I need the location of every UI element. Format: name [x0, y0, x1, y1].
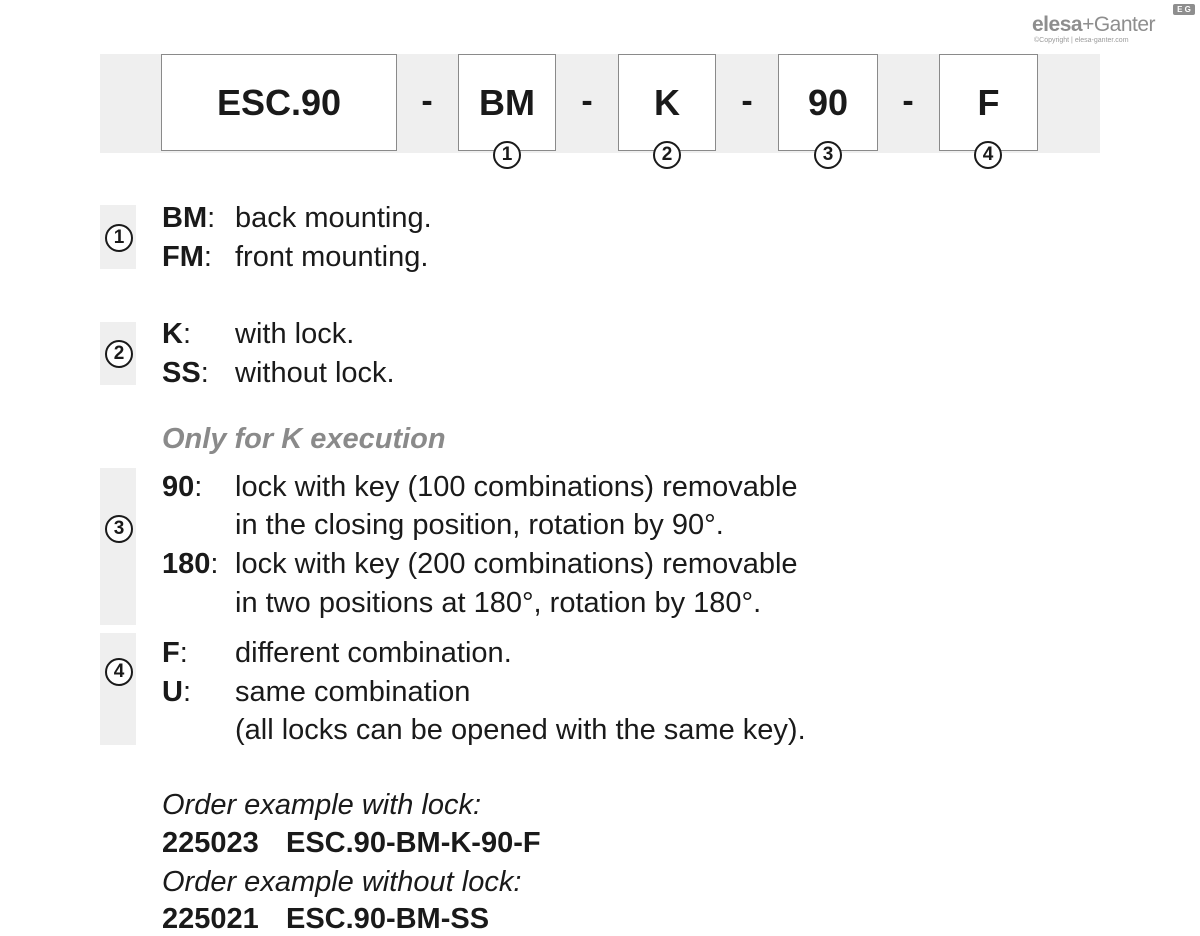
legend-marker-1: 1	[105, 224, 133, 252]
code-marker-2: 2	[653, 141, 681, 169]
code-part-combination: F	[939, 54, 1038, 151]
order-example-code-lock: 225023 ESC.90-BM-K-90-F	[162, 827, 541, 859]
code-separator: -	[581, 82, 593, 120]
code-part-series: ESC.90	[161, 54, 397, 151]
code-part-rotation: 90	[778, 54, 878, 151]
legend-row-180: 180: lock with key (200 combinations) removable	[162, 548, 798, 580]
logo-wordmark: elesa+Ganter	[1032, 13, 1156, 36]
code-marker-3: 3	[814, 141, 842, 169]
legend-strip-3	[100, 468, 136, 625]
logo-badge: E G	[1173, 4, 1195, 15]
code-marker-4: 4	[974, 141, 1002, 169]
brand-logo	[1030, 4, 1195, 46]
legend-row-f: F: different combination.	[162, 637, 512, 669]
code-part-mounting: BM	[458, 54, 556, 151]
order-example-code-nolock: 225021 ESC.90-BM-SS	[162, 903, 490, 935]
code-marker-1: 1	[493, 141, 521, 169]
legend-marker-2: 2	[105, 340, 133, 368]
code-separator: -	[741, 82, 753, 120]
code-part-lock: K	[618, 54, 716, 151]
legend-row-u: U: same combination	[162, 676, 471, 708]
legend-row-ss: SS: without lock.	[162, 357, 395, 389]
legend-marker-3: 3	[105, 515, 133, 543]
legend-row-bm: BM: back mounting.	[162, 202, 432, 234]
legend-row-fm: FM: front mounting.	[162, 241, 429, 273]
code-separator: -	[421, 82, 433, 120]
order-example-label-nolock: Order example without lock:	[162, 866, 522, 898]
legend-marker-4: 4	[105, 658, 133, 686]
legend-row-90: 90: lock with key (100 combinations) removable	[162, 471, 798, 503]
legend-row-k: K: with lock.	[162, 318, 355, 350]
order-example-label-lock: Order example with lock:	[162, 789, 482, 821]
logo-copyright: ©Copyright | elesa-ganter.com	[1034, 37, 1129, 44]
legend-strip-4	[100, 633, 136, 745]
only-k-heading: Only for K execution	[162, 423, 446, 455]
code-separator: -	[902, 82, 914, 120]
